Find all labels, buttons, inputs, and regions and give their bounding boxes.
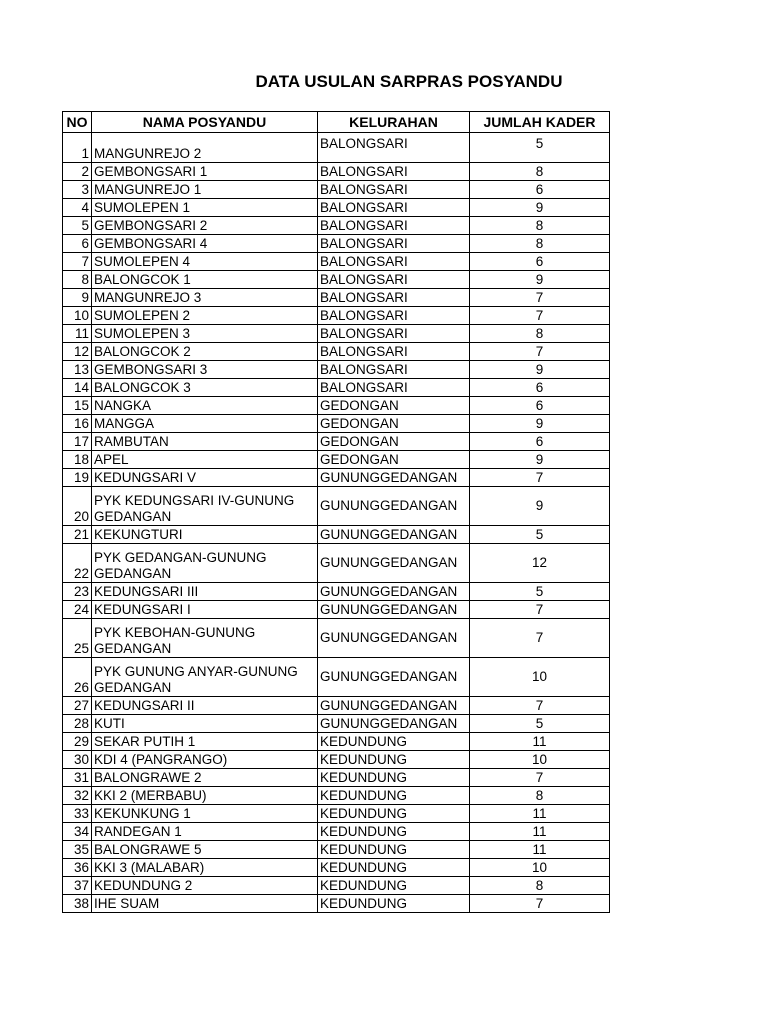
cell-nama-posyandu: BALONGCOK 2	[92, 343, 318, 361]
cell-kelurahan: GUNUNGGEDANGAN	[318, 469, 470, 487]
cell-no: 6	[63, 235, 92, 253]
cell-nama-posyandu: KDI 4 (PANGRANGO)	[92, 751, 318, 769]
cell-nama-posyandu: KEDUNGSARI II	[92, 697, 318, 715]
cell-no: 30	[63, 751, 92, 769]
table-row	[63, 601, 610, 619]
cell-kelurahan: GUNUNGGEDANGAN	[318, 715, 470, 733]
cell-nama-posyandu: KEKUNKUNG 1	[92, 805, 318, 823]
table-row	[63, 715, 610, 733]
cell-jumlah-kader: 11	[470, 733, 610, 751]
cell-no: 27	[63, 697, 92, 715]
cell-kelurahan: BALONGSARI	[318, 379, 470, 397]
table-row	[63, 823, 610, 841]
cell-no: 35	[63, 841, 92, 859]
cell-nama-posyandu: PYK KEBOHAN-GUNUNG GEDANGAN	[92, 619, 318, 658]
cell-nama-posyandu: KEKUNGTURI	[92, 526, 318, 544]
cell-nama-posyandu: BALONGCOK 1	[92, 271, 318, 289]
cell-no: 12	[63, 343, 92, 361]
cell-no: 19	[63, 469, 92, 487]
cell-kelurahan: KEDUNDUNG	[318, 787, 470, 805]
table-row	[63, 199, 610, 217]
cell-nama-posyandu: SUMOLEPEN 1	[92, 199, 318, 217]
cell-jumlah-kader: 7	[470, 619, 610, 658]
cell-no: 13	[63, 361, 92, 379]
cell-nama-posyandu: PYK GEDANGAN-GUNUNG GEDANGAN	[92, 544, 318, 583]
cell-jumlah-kader: 5	[470, 133, 610, 163]
cell-no: 32	[63, 787, 92, 805]
cell-nama-posyandu: SEKAR PUTIH 1	[92, 733, 318, 751]
cell-jumlah-kader: 6	[470, 253, 610, 271]
table-row	[63, 163, 610, 181]
cell-jumlah-kader: 12	[470, 544, 610, 583]
cell-kelurahan: GUNUNGGEDANGAN	[318, 526, 470, 544]
cell-jumlah-kader: 6	[470, 181, 610, 199]
cell-nama-posyandu: GEMBONGSARI 4	[92, 235, 318, 253]
table-row	[63, 751, 610, 769]
table-row	[63, 217, 610, 235]
table-row	[63, 379, 610, 397]
cell-nama-posyandu: RANDEGAN 1	[92, 823, 318, 841]
cell-kelurahan: KEDUNDUNG	[318, 895, 470, 913]
column-header-kelurahan: KELURAHAN	[318, 112, 470, 133]
cell-jumlah-kader: 9	[470, 451, 610, 469]
cell-jumlah-kader: 9	[470, 199, 610, 217]
page-title: DATA USULAN SARPRAS POSYANDU	[255, 72, 563, 91]
header-row	[63, 112, 610, 133]
table-row	[63, 469, 610, 487]
cell-nama-posyandu: KKI 3 (MALABAR)	[92, 859, 318, 877]
table-row	[63, 433, 610, 451]
cell-nama-posyandu: KKI 2 (MERBABU)	[92, 787, 318, 805]
cell-nama-posyandu: IHE SUAM	[92, 895, 318, 913]
cell-kelurahan: GUNUNGGEDANGAN	[318, 601, 470, 619]
cell-jumlah-kader: 8	[470, 787, 610, 805]
cell-no: 7	[63, 253, 92, 271]
column-header-nama-posyandu: NAMA POSYANDU	[92, 112, 318, 133]
cell-kelurahan: KEDUNDUNG	[318, 805, 470, 823]
cell-no: 21	[63, 526, 92, 544]
cell-jumlah-kader: 5	[470, 715, 610, 733]
cell-jumlah-kader: 8	[470, 163, 610, 181]
table-row	[63, 544, 610, 583]
cell-no: 31	[63, 769, 92, 787]
cell-jumlah-kader: 7	[470, 307, 610, 325]
cell-kelurahan: BALONGSARI	[318, 325, 470, 343]
cell-kelurahan: KEDUNDUNG	[318, 751, 470, 769]
cell-nama-posyandu: PYK KEDUNGSARI IV-GUNUNG GEDANGAN	[92, 487, 318, 526]
cell-kelurahan: GEDONGAN	[318, 415, 470, 433]
cell-kelurahan: BALONGSARI	[318, 181, 470, 199]
cell-kelurahan: KEDUNDUNG	[318, 841, 470, 859]
cell-kelurahan: BALONGSARI	[318, 361, 470, 379]
cell-jumlah-kader: 7	[470, 601, 610, 619]
cell-jumlah-kader: 10	[470, 658, 610, 697]
cell-jumlah-kader: 9	[470, 415, 610, 433]
cell-kelurahan: GUNUNGGEDANGAN	[318, 619, 470, 658]
table-row	[63, 397, 610, 415]
cell-nama-posyandu: GEMBONGSARI 3	[92, 361, 318, 379]
cell-kelurahan: KEDUNDUNG	[318, 823, 470, 841]
table-row	[63, 487, 610, 526]
table-row	[63, 841, 610, 859]
cell-no: 38	[63, 895, 92, 913]
cell-kelurahan: KEDUNDUNG	[318, 769, 470, 787]
cell-no: 2	[63, 163, 92, 181]
table-row	[63, 619, 610, 658]
cell-kelurahan: BALONGSARI	[318, 199, 470, 217]
cell-kelurahan: BALONGSARI	[318, 253, 470, 271]
table-row	[63, 361, 610, 379]
cell-nama-posyandu: SUMOLEPEN 4	[92, 253, 318, 271]
cell-no: 33	[63, 805, 92, 823]
cell-kelurahan: BALONGSARI	[318, 163, 470, 181]
cell-kelurahan: GUNUNGGEDANGAN	[318, 697, 470, 715]
cell-no: 10	[63, 307, 92, 325]
cell-jumlah-kader: 11	[470, 823, 610, 841]
cell-no: 5	[63, 217, 92, 235]
cell-no: 8	[63, 271, 92, 289]
cell-kelurahan: BALONGSARI	[318, 343, 470, 361]
cell-jumlah-kader: 7	[470, 895, 610, 913]
table-row	[63, 271, 610, 289]
cell-jumlah-kader: 6	[470, 379, 610, 397]
cell-kelurahan: KEDUNDUNG	[318, 859, 470, 877]
cell-no: 15	[63, 397, 92, 415]
cell-jumlah-kader: 8	[470, 217, 610, 235]
cell-no: 11	[63, 325, 92, 343]
table-row	[63, 805, 610, 823]
cell-nama-posyandu: RAMBUTAN	[92, 433, 318, 451]
cell-jumlah-kader: 6	[470, 433, 610, 451]
table-row	[63, 253, 610, 271]
cell-no: 20	[63, 487, 92, 526]
cell-nama-posyandu: APEL	[92, 451, 318, 469]
table-row	[63, 289, 610, 307]
cell-no: 37	[63, 877, 92, 895]
cell-nama-posyandu: KEDUNGSARI III	[92, 583, 318, 601]
cell-nama-posyandu: SUMOLEPEN 3	[92, 325, 318, 343]
cell-no: 16	[63, 415, 92, 433]
cell-kelurahan: BALONGSARI	[318, 217, 470, 235]
cell-kelurahan: GUNUNGGEDANGAN	[318, 487, 470, 526]
cell-jumlah-kader: 7	[470, 469, 610, 487]
table-row	[63, 733, 610, 751]
cell-no: 17	[63, 433, 92, 451]
cell-kelurahan: KEDUNDUNG	[318, 877, 470, 895]
cell-no: 28	[63, 715, 92, 733]
cell-nama-posyandu: PYK GUNUNG ANYAR-GUNUNG GEDANGAN	[92, 658, 318, 697]
table-row	[63, 133, 610, 163]
cell-no: 25	[63, 619, 92, 658]
table-row	[63, 307, 610, 325]
cell-jumlah-kader: 7	[470, 769, 610, 787]
cell-jumlah-kader: 5	[470, 583, 610, 601]
cell-no: 24	[63, 601, 92, 619]
cell-no: 29	[63, 733, 92, 751]
table-row	[63, 583, 610, 601]
cell-nama-posyandu: MANGUNREJO 2	[92, 133, 318, 163]
table-row	[63, 787, 610, 805]
table-row	[63, 343, 610, 361]
cell-kelurahan: KEDUNDUNG	[318, 733, 470, 751]
cell-nama-posyandu: KEDUNDUNG 2	[92, 877, 318, 895]
posyandu-table	[62, 111, 610, 913]
table-row	[63, 325, 610, 343]
cell-jumlah-kader: 5	[470, 526, 610, 544]
cell-kelurahan: GUNUNGGEDANGAN	[318, 544, 470, 583]
cell-nama-posyandu: KUTI	[92, 715, 318, 733]
cell-no: 18	[63, 451, 92, 469]
table-row	[63, 415, 610, 433]
cell-nama-posyandu: MANGUNREJO 1	[92, 181, 318, 199]
cell-kelurahan: BALONGSARI	[318, 133, 470, 163]
cell-jumlah-kader: 6	[470, 397, 610, 415]
table-row	[63, 451, 610, 469]
table-row	[63, 697, 610, 715]
cell-kelurahan: BALONGSARI	[318, 289, 470, 307]
cell-kelurahan: GEDONGAN	[318, 397, 470, 415]
cell-nama-posyandu: MANGGA	[92, 415, 318, 433]
column-header-jumlah-kader: JUMLAH KADER	[470, 112, 610, 133]
cell-jumlah-kader: 9	[470, 487, 610, 526]
table-row	[63, 235, 610, 253]
cell-kelurahan: GUNUNGGEDANGAN	[318, 658, 470, 697]
cell-kelurahan: GEDONGAN	[318, 433, 470, 451]
column-header-no: NO	[63, 112, 92, 133]
cell-kelurahan: BALONGSARI	[318, 307, 470, 325]
table-row	[63, 769, 610, 787]
cell-nama-posyandu: MANGUNREJO 3	[92, 289, 318, 307]
cell-no: 26	[63, 658, 92, 697]
cell-kelurahan: GUNUNGGEDANGAN	[318, 583, 470, 601]
table-row	[63, 658, 610, 697]
table-row	[63, 877, 610, 895]
cell-nama-posyandu: BALONGCOK 3	[92, 379, 318, 397]
cell-jumlah-kader: 9	[470, 271, 610, 289]
cell-jumlah-kader: 8	[470, 235, 610, 253]
cell-nama-posyandu: KEDUNGSARI I	[92, 601, 318, 619]
cell-no: 23	[63, 583, 92, 601]
table-row	[63, 181, 610, 199]
cell-no: 4	[63, 199, 92, 217]
cell-nama-posyandu: KEDUNGSARI V	[92, 469, 318, 487]
cell-nama-posyandu: NANGKA	[92, 397, 318, 415]
cell-jumlah-kader: 10	[470, 859, 610, 877]
cell-no: 36	[63, 859, 92, 877]
cell-nama-posyandu: GEMBONGSARI 2	[92, 217, 318, 235]
cell-jumlah-kader: 11	[470, 841, 610, 859]
cell-jumlah-kader: 7	[470, 289, 610, 307]
cell-kelurahan: BALONGSARI	[318, 271, 470, 289]
cell-jumlah-kader: 7	[470, 343, 610, 361]
cell-nama-posyandu: GEMBONGSARI 1	[92, 163, 318, 181]
cell-jumlah-kader: 10	[470, 751, 610, 769]
cell-jumlah-kader: 9	[470, 361, 610, 379]
cell-nama-posyandu: SUMOLEPEN 2	[92, 307, 318, 325]
cell-jumlah-kader: 8	[470, 325, 610, 343]
cell-jumlah-kader: 7	[470, 697, 610, 715]
table-row	[63, 526, 610, 544]
cell-jumlah-kader: 11	[470, 805, 610, 823]
cell-kelurahan: BALONGSARI	[318, 235, 470, 253]
table-row	[63, 859, 610, 877]
cell-nama-posyandu: BALONGRAWE 2	[92, 769, 318, 787]
cell-no: 14	[63, 379, 92, 397]
cell-jumlah-kader: 8	[470, 877, 610, 895]
cell-no: 9	[63, 289, 92, 307]
cell-nama-posyandu: BALONGRAWE 5	[92, 841, 318, 859]
cell-no: 34	[63, 823, 92, 841]
cell-no: 22	[63, 544, 92, 583]
cell-no: 1	[63, 133, 92, 163]
cell-kelurahan: GEDONGAN	[318, 451, 470, 469]
cell-no: 3	[63, 181, 92, 199]
table-row	[63, 895, 610, 913]
